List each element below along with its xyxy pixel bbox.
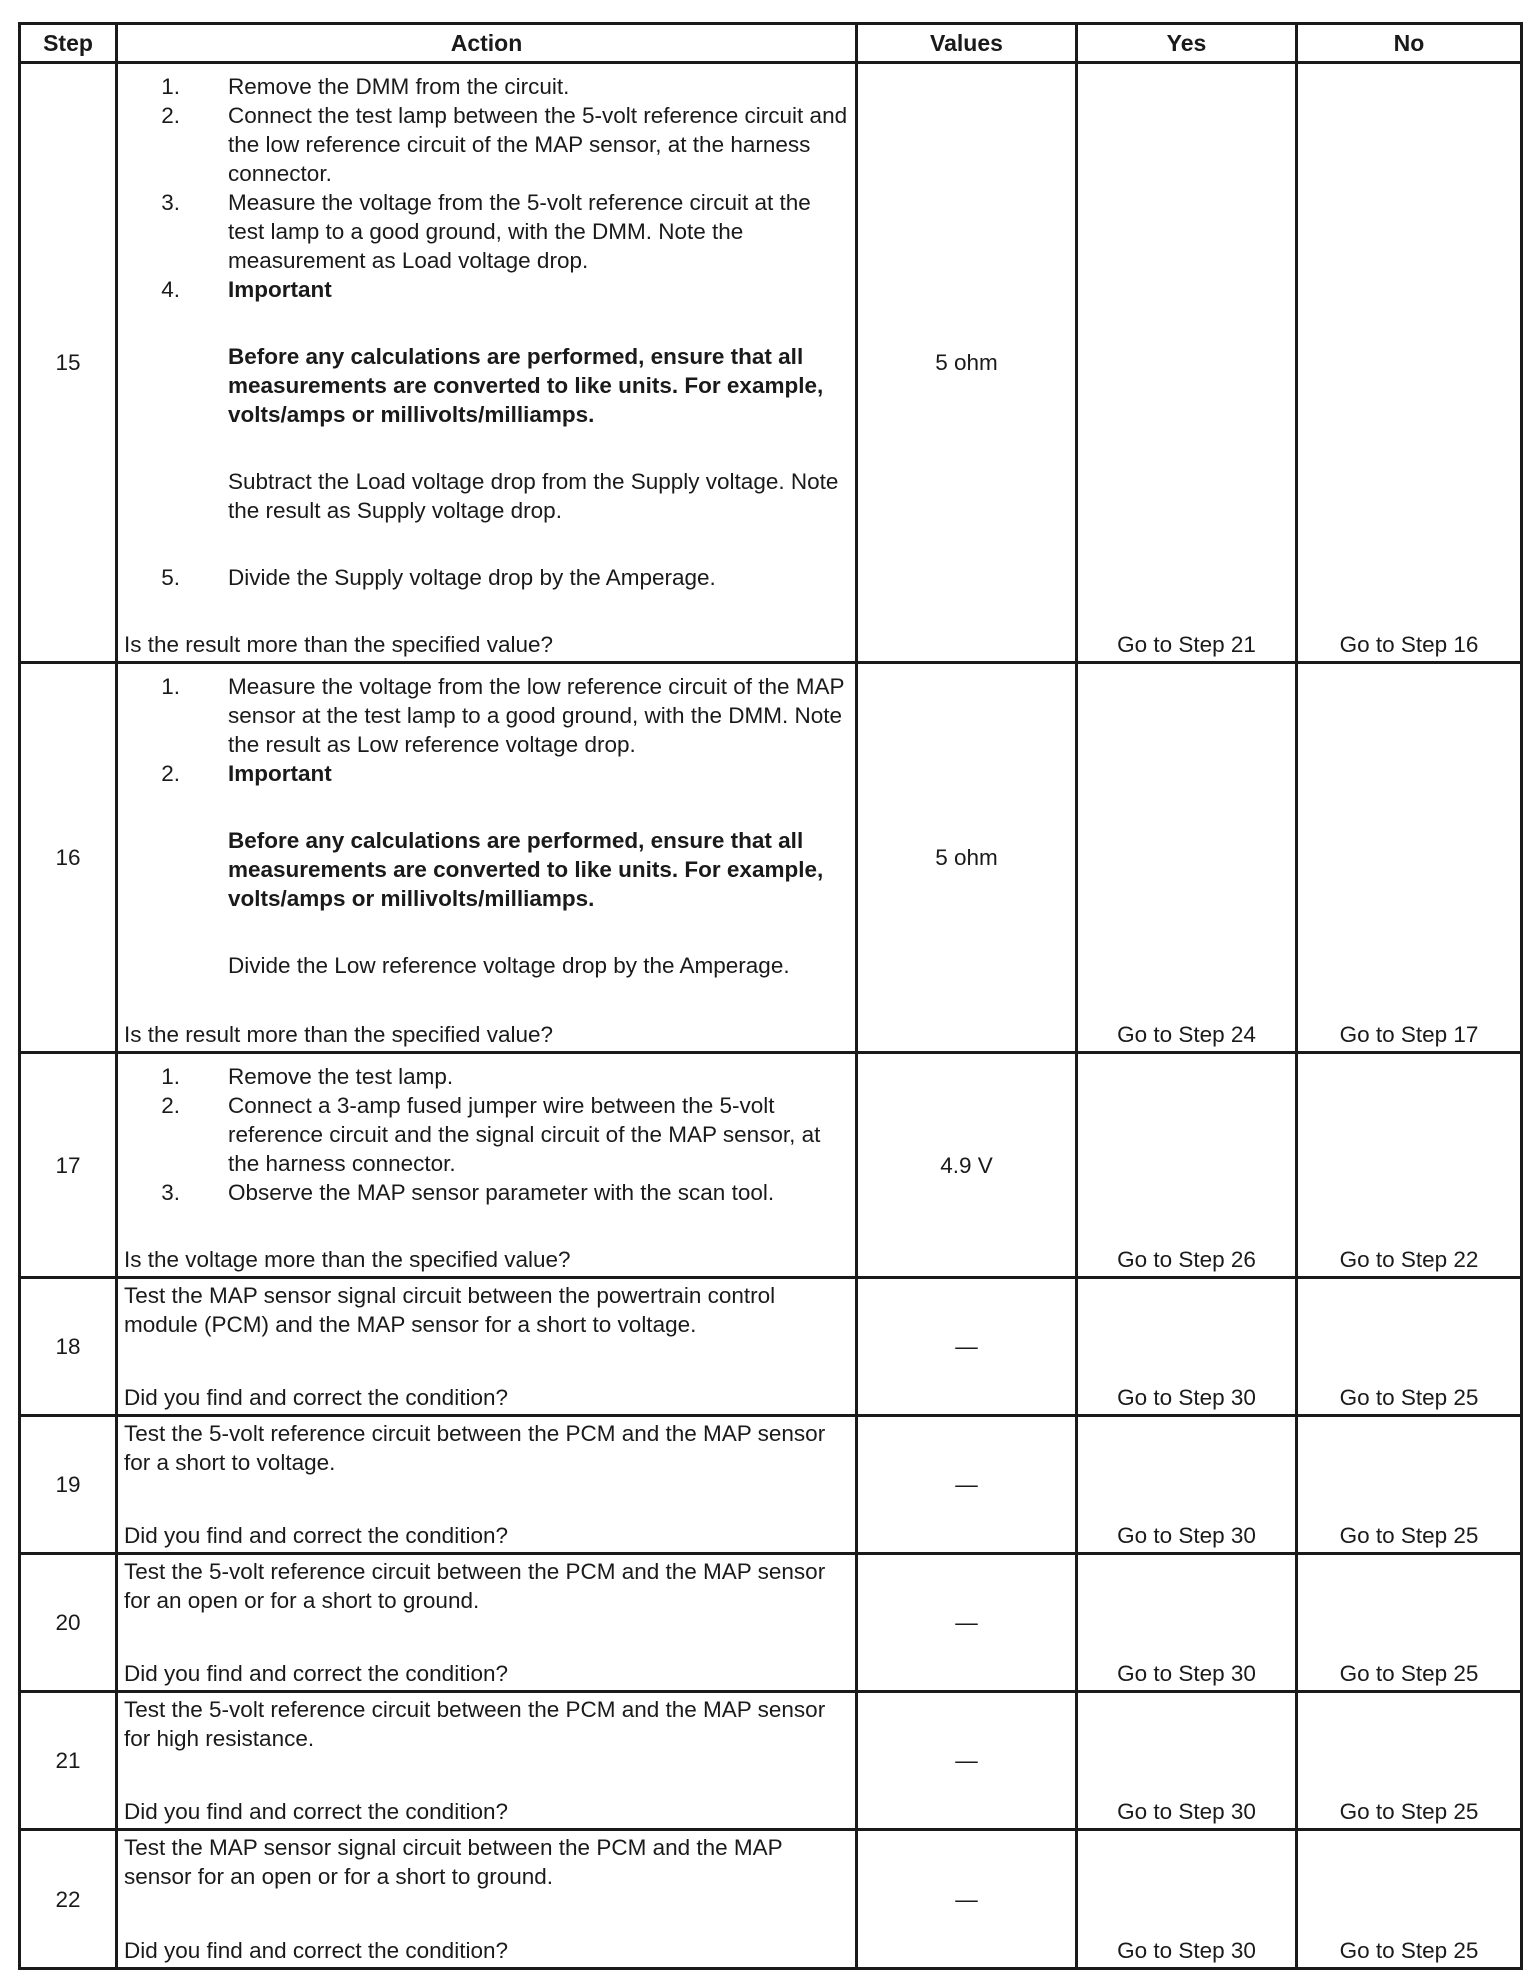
action-cell	[117, 63, 857, 663]
header-values: Values	[857, 24, 1077, 63]
action-cell	[117, 1830, 857, 1969]
header-action: Action	[117, 24, 857, 63]
value-cell: —	[857, 1416, 1077, 1554]
question-text: Is the result more than the specified value?	[124, 1022, 553, 1047]
question-text: Did you find and correct the condition?	[124, 1661, 508, 1686]
yes-cell: Go to Step 30	[1077, 1692, 1297, 1830]
action-text: Test the MAP sensor signal circuit between the PCM and the MAP sensor for an open or for a short to ground.	[124, 1835, 783, 1889]
list-item: 1. Remove the test lamp.	[161, 1064, 454, 1089]
list-item: 2. Connect the test lamp between the 5-volt reference circuit and the low reference circuit of the MAP sensor, at the harness connector.	[161, 103, 848, 186]
yes-cell: Go to Step 24	[1077, 663, 1297, 1053]
value-cell: —	[857, 1830, 1077, 1969]
list-item: 3. Observe the MAP sensor parameter with the scan tool.	[161, 1180, 775, 1205]
action-cell	[117, 663, 857, 1053]
value-cell: 5 ohm	[857, 663, 1077, 1053]
yes-cell: Go to Step 30	[1077, 1830, 1297, 1969]
table-row	[20, 1554, 1522, 1692]
list-item: 2. Important	[161, 761, 332, 786]
step-number: 22	[20, 1830, 117, 1969]
table-row	[20, 663, 1522, 1053]
step-number: 16	[20, 663, 117, 1053]
yes-cell: Go to Step 30	[1077, 1554, 1297, 1692]
no-cell: Go to Step 22	[1297, 1053, 1522, 1278]
value-cell: —	[857, 1554, 1077, 1692]
header-yes: Yes	[1077, 24, 1297, 63]
list-item: 2. Connect a 3-amp fused jumper wire between the 5-volt reference circuit and the signal circuit of the MAP sensor, at the harness connector.	[161, 1093, 821, 1176]
header-row	[20, 24, 1522, 63]
list-item: 4. Important	[161, 277, 332, 302]
step-number: 19	[20, 1416, 117, 1554]
action-steps	[124, 672, 851, 980]
list-item: 3. Measure the voltage from the 5-volt reference circuit at the test lamp to a good ground, with the DMM. Note the measurement as Load voltage drop.	[161, 190, 811, 273]
action-text: Test the 5-volt reference circuit between the PCM and the MAP sensor for a short to voltage.	[124, 1421, 826, 1475]
action-cell	[117, 1278, 857, 1416]
diagnostic-table-sheet	[18, 22, 1520, 1970]
no-cell: Go to Step 16	[1297, 63, 1522, 663]
important-note: Before any calculations are performed, ensure that all measurements are converted to like units. For example, volts/amps or millivolts/milliamps.	[228, 828, 824, 911]
action-steps	[124, 72, 851, 592]
value-cell: —	[857, 1278, 1077, 1416]
list-item: 1. Remove the DMM from the circuit.	[161, 74, 570, 99]
important-note: Before any calculations are performed, ensure that all measurements are converted to like units. For example, volts/amps or millivolts/milliamps.	[228, 344, 824, 427]
no-cell: Go to Step 25	[1297, 1278, 1522, 1416]
yes-cell: Go to Step 26	[1077, 1053, 1297, 1278]
action-cell	[117, 1692, 857, 1830]
yes-cell: Go to Step 21	[1077, 63, 1297, 663]
yes-cell: Go to Step 30	[1077, 1278, 1297, 1416]
extra-text: Subtract the Load voltage drop from the Supply voltage. Note the result as Supply voltage drop.	[228, 469, 839, 523]
step-number: 15	[20, 63, 117, 663]
table-row	[20, 1053, 1522, 1278]
question-text: Did you find and correct the condition?	[124, 1799, 508, 1824]
value-cell: 4.9 V	[857, 1053, 1077, 1278]
yes-cell: Go to Step 30	[1077, 1416, 1297, 1554]
no-cell: Go to Step 25	[1297, 1416, 1522, 1554]
no-cell: Go to Step 25	[1297, 1692, 1522, 1830]
list-item: 1. Measure the voltage from the low reference circuit of the MAP sensor at the test lamp to a good ground, with the DMM. Note the result as Low reference voltage drop.	[161, 674, 845, 757]
value-cell: —	[857, 1692, 1077, 1830]
table-row	[20, 1830, 1522, 1969]
action-text: Test the 5-volt reference circuit between the PCM and the MAP sensor for high resistance.	[124, 1697, 826, 1751]
no-cell: Go to Step 17	[1297, 663, 1522, 1053]
table-row	[20, 1692, 1522, 1830]
action-steps	[124, 1062, 851, 1207]
table-row	[20, 1278, 1522, 1416]
action-text: Test the 5-volt reference circuit between the PCM and the MAP sensor for an open or for a short to ground.	[124, 1559, 826, 1613]
step-number: 21	[20, 1692, 117, 1830]
header-no: No	[1297, 24, 1522, 63]
list-item: 5. Divide the Supply voltage drop by the Amperage.	[161, 565, 716, 590]
diagnostic-table	[18, 22, 1523, 1970]
value-cell: 5 ohm	[857, 63, 1077, 663]
question-text: Is the voltage more than the specified value?	[124, 1247, 571, 1272]
question-text: Is the result more than the specified value?	[124, 632, 553, 657]
step-number: 17	[20, 1053, 117, 1278]
no-cell: Go to Step 25	[1297, 1830, 1522, 1969]
action-cell	[117, 1053, 857, 1278]
table-row	[20, 63, 1522, 663]
step-number: 20	[20, 1554, 117, 1692]
action-cell	[117, 1416, 857, 1554]
header-step: Step	[20, 24, 117, 63]
question-text: Did you find and correct the condition?	[124, 1938, 508, 1963]
question-text: Did you find and correct the condition?	[124, 1523, 508, 1548]
table-row	[20, 1416, 1522, 1554]
step-number: 18	[20, 1278, 117, 1416]
no-cell: Go to Step 25	[1297, 1554, 1522, 1692]
action-cell	[117, 1554, 857, 1692]
question-text: Did you find and correct the condition?	[124, 1385, 508, 1410]
action-text: Test the MAP sensor signal circuit between the powertrain control module (PCM) and the MAP sensor for a short to voltage.	[124, 1283, 776, 1337]
extra-text: Divide the Low reference voltage drop by the Amperage.	[228, 953, 790, 978]
